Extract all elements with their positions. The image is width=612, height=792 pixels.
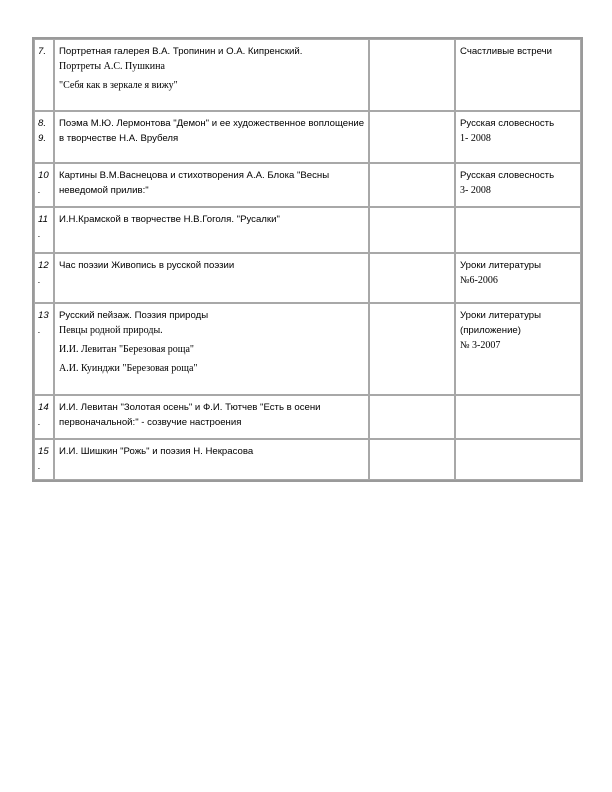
source-line: 3- 2008 bbox=[460, 185, 491, 196]
lesson-table-page bbox=[32, 37, 583, 482]
table-row bbox=[34, 395, 581, 439]
lesson-topic-line: Портретная галерея В.А. Тропинин и О.А. Кипренский. bbox=[59, 46, 303, 57]
empty-cell bbox=[369, 303, 455, 395]
lesson-topic-line: Русский пейзаж. Поэзия природы bbox=[59, 310, 209, 321]
lesson-table-body bbox=[34, 39, 581, 480]
row-number: 14 . bbox=[34, 395, 54, 439]
lesson-topic-cell bbox=[54, 395, 369, 439]
empty-cell bbox=[369, 439, 455, 480]
source-cell bbox=[455, 39, 581, 111]
lesson-topic-line: И.И. Левитан "Березовая роща" bbox=[59, 344, 195, 355]
lesson-topic-line: И.И. Шишкин "Рожь" и поэзия Н. Некрасова bbox=[59, 446, 254, 457]
lesson-topic-cell bbox=[54, 207, 369, 253]
source-cell bbox=[455, 439, 581, 480]
lesson-topic-cell bbox=[54, 303, 369, 395]
source-line: № 3-2007 bbox=[460, 340, 501, 351]
lesson-topic-cell bbox=[54, 163, 369, 207]
source-cell bbox=[455, 111, 581, 163]
row-number: 13 . bbox=[34, 303, 54, 395]
source-line: Русская словесность bbox=[460, 118, 555, 129]
lesson-table bbox=[32, 37, 583, 482]
row-number: 11 . bbox=[34, 207, 54, 253]
lesson-topic-line: Певцы родной природы. bbox=[59, 325, 163, 336]
empty-cell bbox=[369, 39, 455, 111]
source-line: Русская словесность bbox=[460, 170, 555, 181]
source-cell bbox=[455, 207, 581, 253]
lesson-topic-cell bbox=[54, 39, 369, 111]
source-cell bbox=[455, 253, 581, 303]
source-line: №6-2006 bbox=[460, 275, 498, 286]
lesson-topic-line: Картины В.М.Васнецова и стихотворения А.А. Блока "Весны неведомой прилив:" bbox=[59, 170, 330, 196]
row-number: 8. 9. bbox=[34, 111, 54, 163]
lesson-topic-line: "Себя как в зеркале я вижу" bbox=[59, 80, 178, 91]
source-cell bbox=[455, 395, 581, 439]
empty-cell bbox=[369, 111, 455, 163]
row-number: 12 . bbox=[34, 253, 54, 303]
row-number: 15 . bbox=[34, 439, 54, 480]
table-row bbox=[34, 111, 581, 163]
empty-cell bbox=[369, 207, 455, 253]
empty-cell bbox=[369, 163, 455, 207]
empty-cell bbox=[369, 395, 455, 439]
empty-cell bbox=[369, 253, 455, 303]
source-line: Уроки литературы bbox=[460, 310, 542, 321]
lesson-topic-cell bbox=[54, 111, 369, 163]
row-number: 10 . bbox=[34, 163, 54, 207]
table-row bbox=[34, 207, 581, 253]
lesson-topic-line: Поэма М.Ю. Лермонтова "Демон" и ее художественное воплощение в творчестве Н.А. Врубеля bbox=[59, 118, 365, 144]
lesson-topic-cell bbox=[54, 439, 369, 480]
lesson-topic-cell bbox=[54, 253, 369, 303]
lesson-topic-line: И.Н.Крамской в творчестве Н.В.Гоголя. "Русалки" bbox=[59, 214, 280, 225]
source-line: 1- 2008 bbox=[460, 133, 491, 144]
row-number: 7. bbox=[34, 39, 54, 111]
table-row bbox=[34, 39, 581, 111]
table-row bbox=[34, 253, 581, 303]
source-line: (приложение) bbox=[460, 325, 521, 336]
table-row bbox=[34, 163, 581, 207]
table-row bbox=[34, 439, 581, 480]
lesson-topic-line: Портреты А.С. Пушкина bbox=[59, 61, 165, 72]
source-line: Счастливые встречи bbox=[460, 46, 552, 57]
lesson-topic-line: Час поэзии Живопись в русской поэзии bbox=[59, 260, 235, 271]
lesson-topic-line: И.И. Левитан "Золотая осень" и Ф.И. Тютчев "Есть в осени первоначальной:" - созвучие настроения bbox=[59, 402, 321, 428]
source-cell bbox=[455, 303, 581, 395]
table-row bbox=[34, 303, 581, 395]
lesson-topic-line: А.И. Куинджи "Березовая роща" bbox=[59, 363, 198, 374]
source-line: Уроки литературы bbox=[460, 260, 542, 271]
source-cell bbox=[455, 163, 581, 207]
